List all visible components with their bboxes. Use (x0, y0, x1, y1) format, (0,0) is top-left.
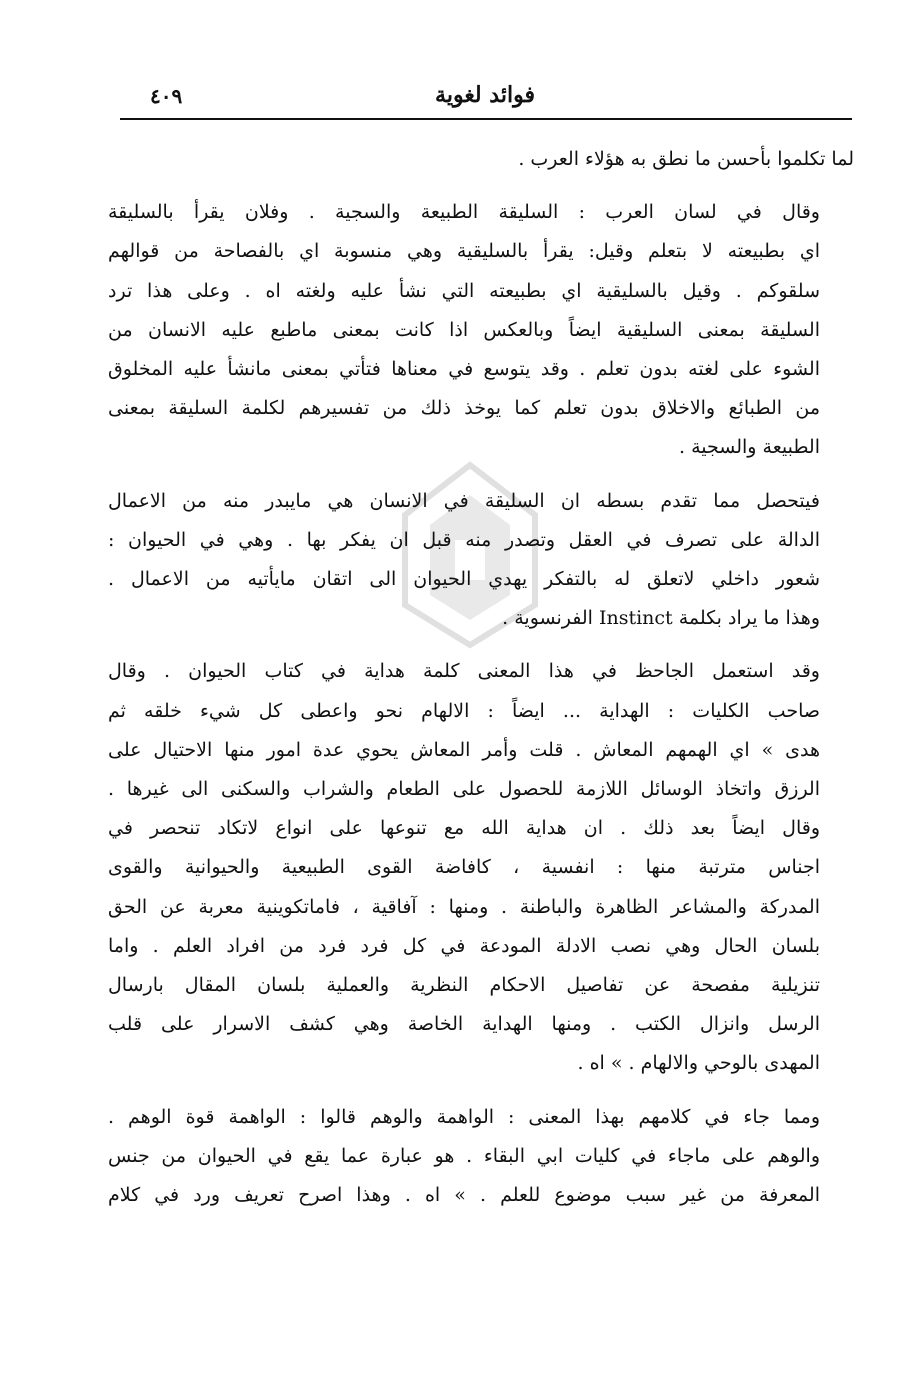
paragraph (108, 1098, 854, 1216)
header-rule (120, 118, 852, 120)
running-title: فوائد لغوية (435, 82, 535, 108)
paragraph (108, 652, 854, 1083)
text-line: شعور داخلي لاتعلق له بالتفكر يهدي الحيوان الى اتقان مايأتيه من الاعمال . (108, 568, 820, 591)
text-line: الشوء على لغته بدون تعلم . وقد يتوسع في معناها فتأتي بمعنى مانشأ عليه المخلوق (108, 358, 820, 381)
paragraph (108, 482, 854, 639)
text-line: بلسان الحال وهي نصب الادلة المودعة في كل فرد فرد من افراد العلم . واما (108, 934, 820, 957)
text-line: ومما جاء في كلامهم بهذا المعنى : الواهمة والوهم قالوا : الواهمة قوة الوهم . (108, 1105, 820, 1128)
text-line: الرسل وانزال الكتب . ومنها الهداية الخاصة وهي كشف الاسرار على قلب (108, 1013, 820, 1036)
text-line: اي بطبيعته لا بتعلم وقيل: يقرأ بالسليقية وهي منسوبة اي بالفصاحة من قوالهم (108, 240, 820, 263)
text-line: لما تكلموا بأحسن ما نطق به هؤلاء العرب . (518, 148, 854, 170)
text-line: وقال ايضاً بعد ذلك . ان هداية الله مع تنوعها على انواع لاتكاد تنحصر في (108, 817, 820, 840)
text-line: والوهم على ماجاء في كليات ابي البقاء . هو عبارة عما يقع في الحيوان من جنس (108, 1144, 820, 1167)
paragraph (108, 193, 854, 467)
paragraph (108, 140, 854, 179)
text-line: تنزيلية مفصحة عن تفاصيل الاحكام النظرية والعملية بلسان المقال بارسال (108, 974, 820, 997)
text-line: الطبيعة والسجية . (679, 436, 820, 459)
text-line: هدى » اي الهمهم المعاش . قلت وأمر المعاش يحوي عدة امور منها الاحتيال على (108, 738, 820, 761)
text-line: المدركة والمشاعر الظاهرة والباطنة . ومنها : آفاقية ، فاماتكوينية معربة عن الحق (108, 895, 820, 918)
text-line: الدالة على تصرف في العقل وتصدر منه قبل ان يفكر بها . وهي في الحيوان : (108, 528, 820, 551)
text-line: المهدى بالوحي والالهام . » اه . (577, 1052, 820, 1075)
text-line: وقال في لسان العرب : السليقة الطبيعة والسجية . وفلان يقرأ بالسليقة (108, 201, 820, 224)
page-header (120, 72, 850, 120)
text-line: المعرفة من غير سبب موضوع للعلم . » اه . وهذا اصرح تعريف ورد في كلام (108, 1184, 820, 1207)
text-line: من الطبائع والاخلاق بدون تعلم كما يوخذ ذلك من تفسيرهم لكلمة السليقة بمعنى (108, 397, 820, 420)
text-line: وقد استعمل الجاحظ في هذا المعنى كلمة هداية في كتاب الحيوان . وقال (108, 660, 820, 683)
text-line: صاحب الكليات : الهداية ... ايضاً : الالهام نحو واعطى كل شيء خلقه ثم (108, 699, 820, 722)
text-line: السليقة بمعنى السليقية ايضاً وبالعكس اذا كانت بمعنى ماطبع عليه الانسان من (108, 318, 820, 341)
text-line: اجناس مترتبة منها : انفسية ، كافاضة القوى الطبيعية والحيوانية والقوى (108, 856, 820, 879)
text-line: فيتحصل مما تقدم بسطه ان السليقة في الانسان هي مايبدر منه من الاعمال (108, 489, 820, 512)
text-line: الرزق واتخاذ الوسائل اللازمة للحصول على الطعام والشراب والسكنى الى غيرها . (108, 778, 820, 801)
text-line: وهذا ما يراد بكلمة Instinct الفرنسوية . (502, 607, 820, 630)
page-body (108, 140, 854, 1229)
page-number: ٤٠٩ (150, 84, 183, 108)
text-line: سلقوكم . وقيل بالسليقية اي بطبيعته التي نشأ عليه ولغته اه . وعلى هذا ترد (108, 279, 820, 302)
